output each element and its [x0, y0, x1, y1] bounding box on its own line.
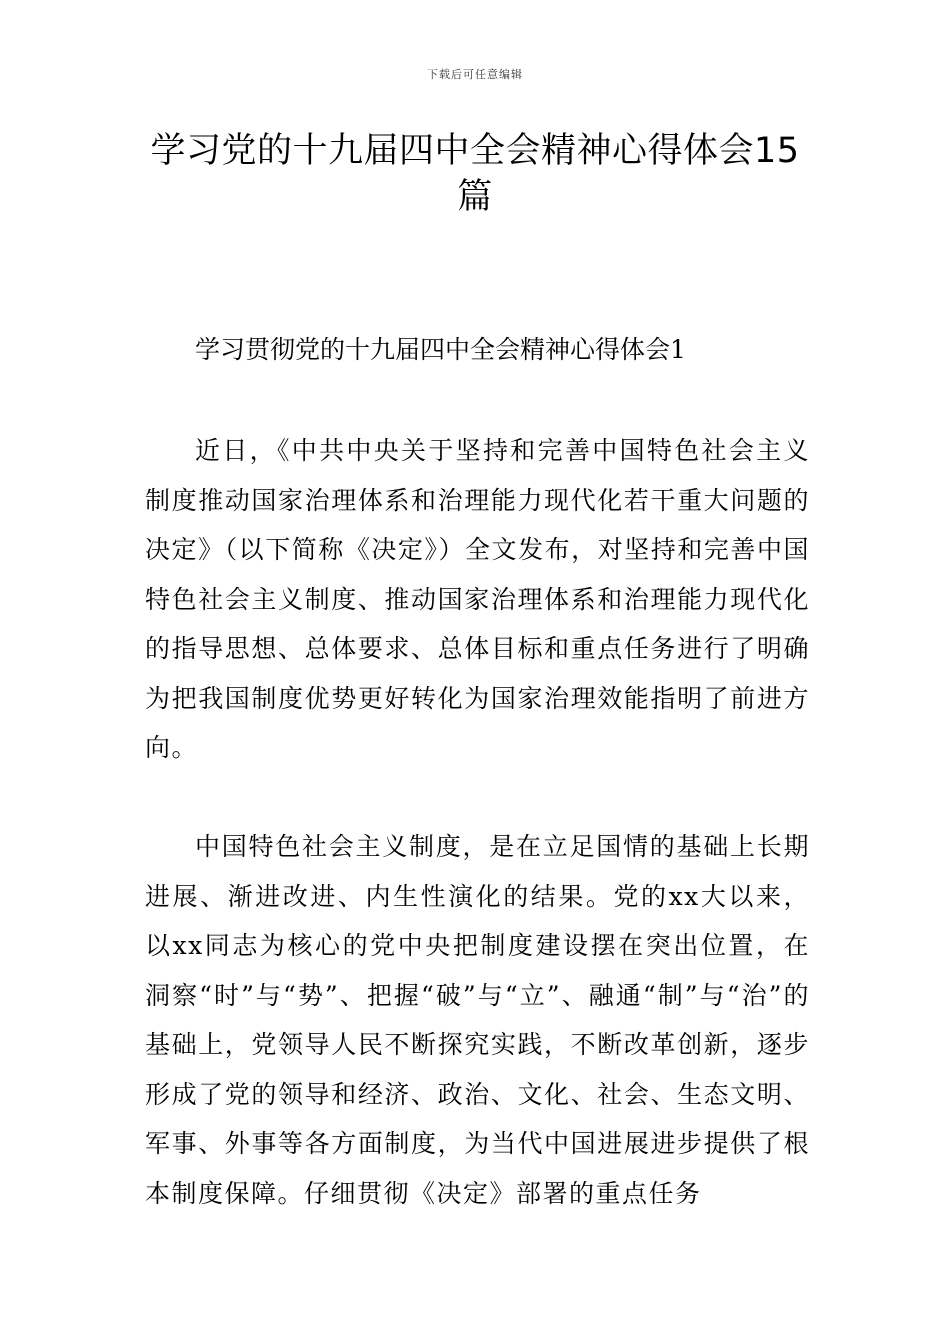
header-note: 下载后可任意编辑 — [427, 68, 523, 81]
body-paragraph: 中国特色社会主义制度，是在立足国情的基础上长期进展、渐进改进、内生性演化的结果。党的xx大以来，以xx同志为核心的党中央把制度建设摆在突出位置，在洞察“时”与“势”、把握“破”与“立”、融通“制”与“治”的基础上，党领导人民不断探究实践，不断改革创新，逐步形成了党的领导和经济、政治、文化、社会、生态文明、军事、外事等各方面制度，为当代中国进展进步提供了根本制度保障。仔细贯彻《决定》部署的重点任务 — [145, 832, 810, 1208]
document-title: 学习党的十九届四中全会精神心得体会15篇 — [150, 131, 800, 217]
body-paragraph: 近日，《中共中央关于坚持和完善中国特色社会主义制度推动国家治理体系和治理能力现代化若干重大问题的决定》（以下简称《决定》）全文发布，对坚持和完善中国特色社会主义制度、推动国家治理体系和治理能力现代化的指导思想、总体要求、总体目标和重点任务进行了明确为把我国制度优势更好转化为国家治理效能指明了前进方向。 — [145, 436, 810, 762]
section-title: 学习贯彻党的十九届四中全会精神心得体会1 — [195, 335, 686, 364]
